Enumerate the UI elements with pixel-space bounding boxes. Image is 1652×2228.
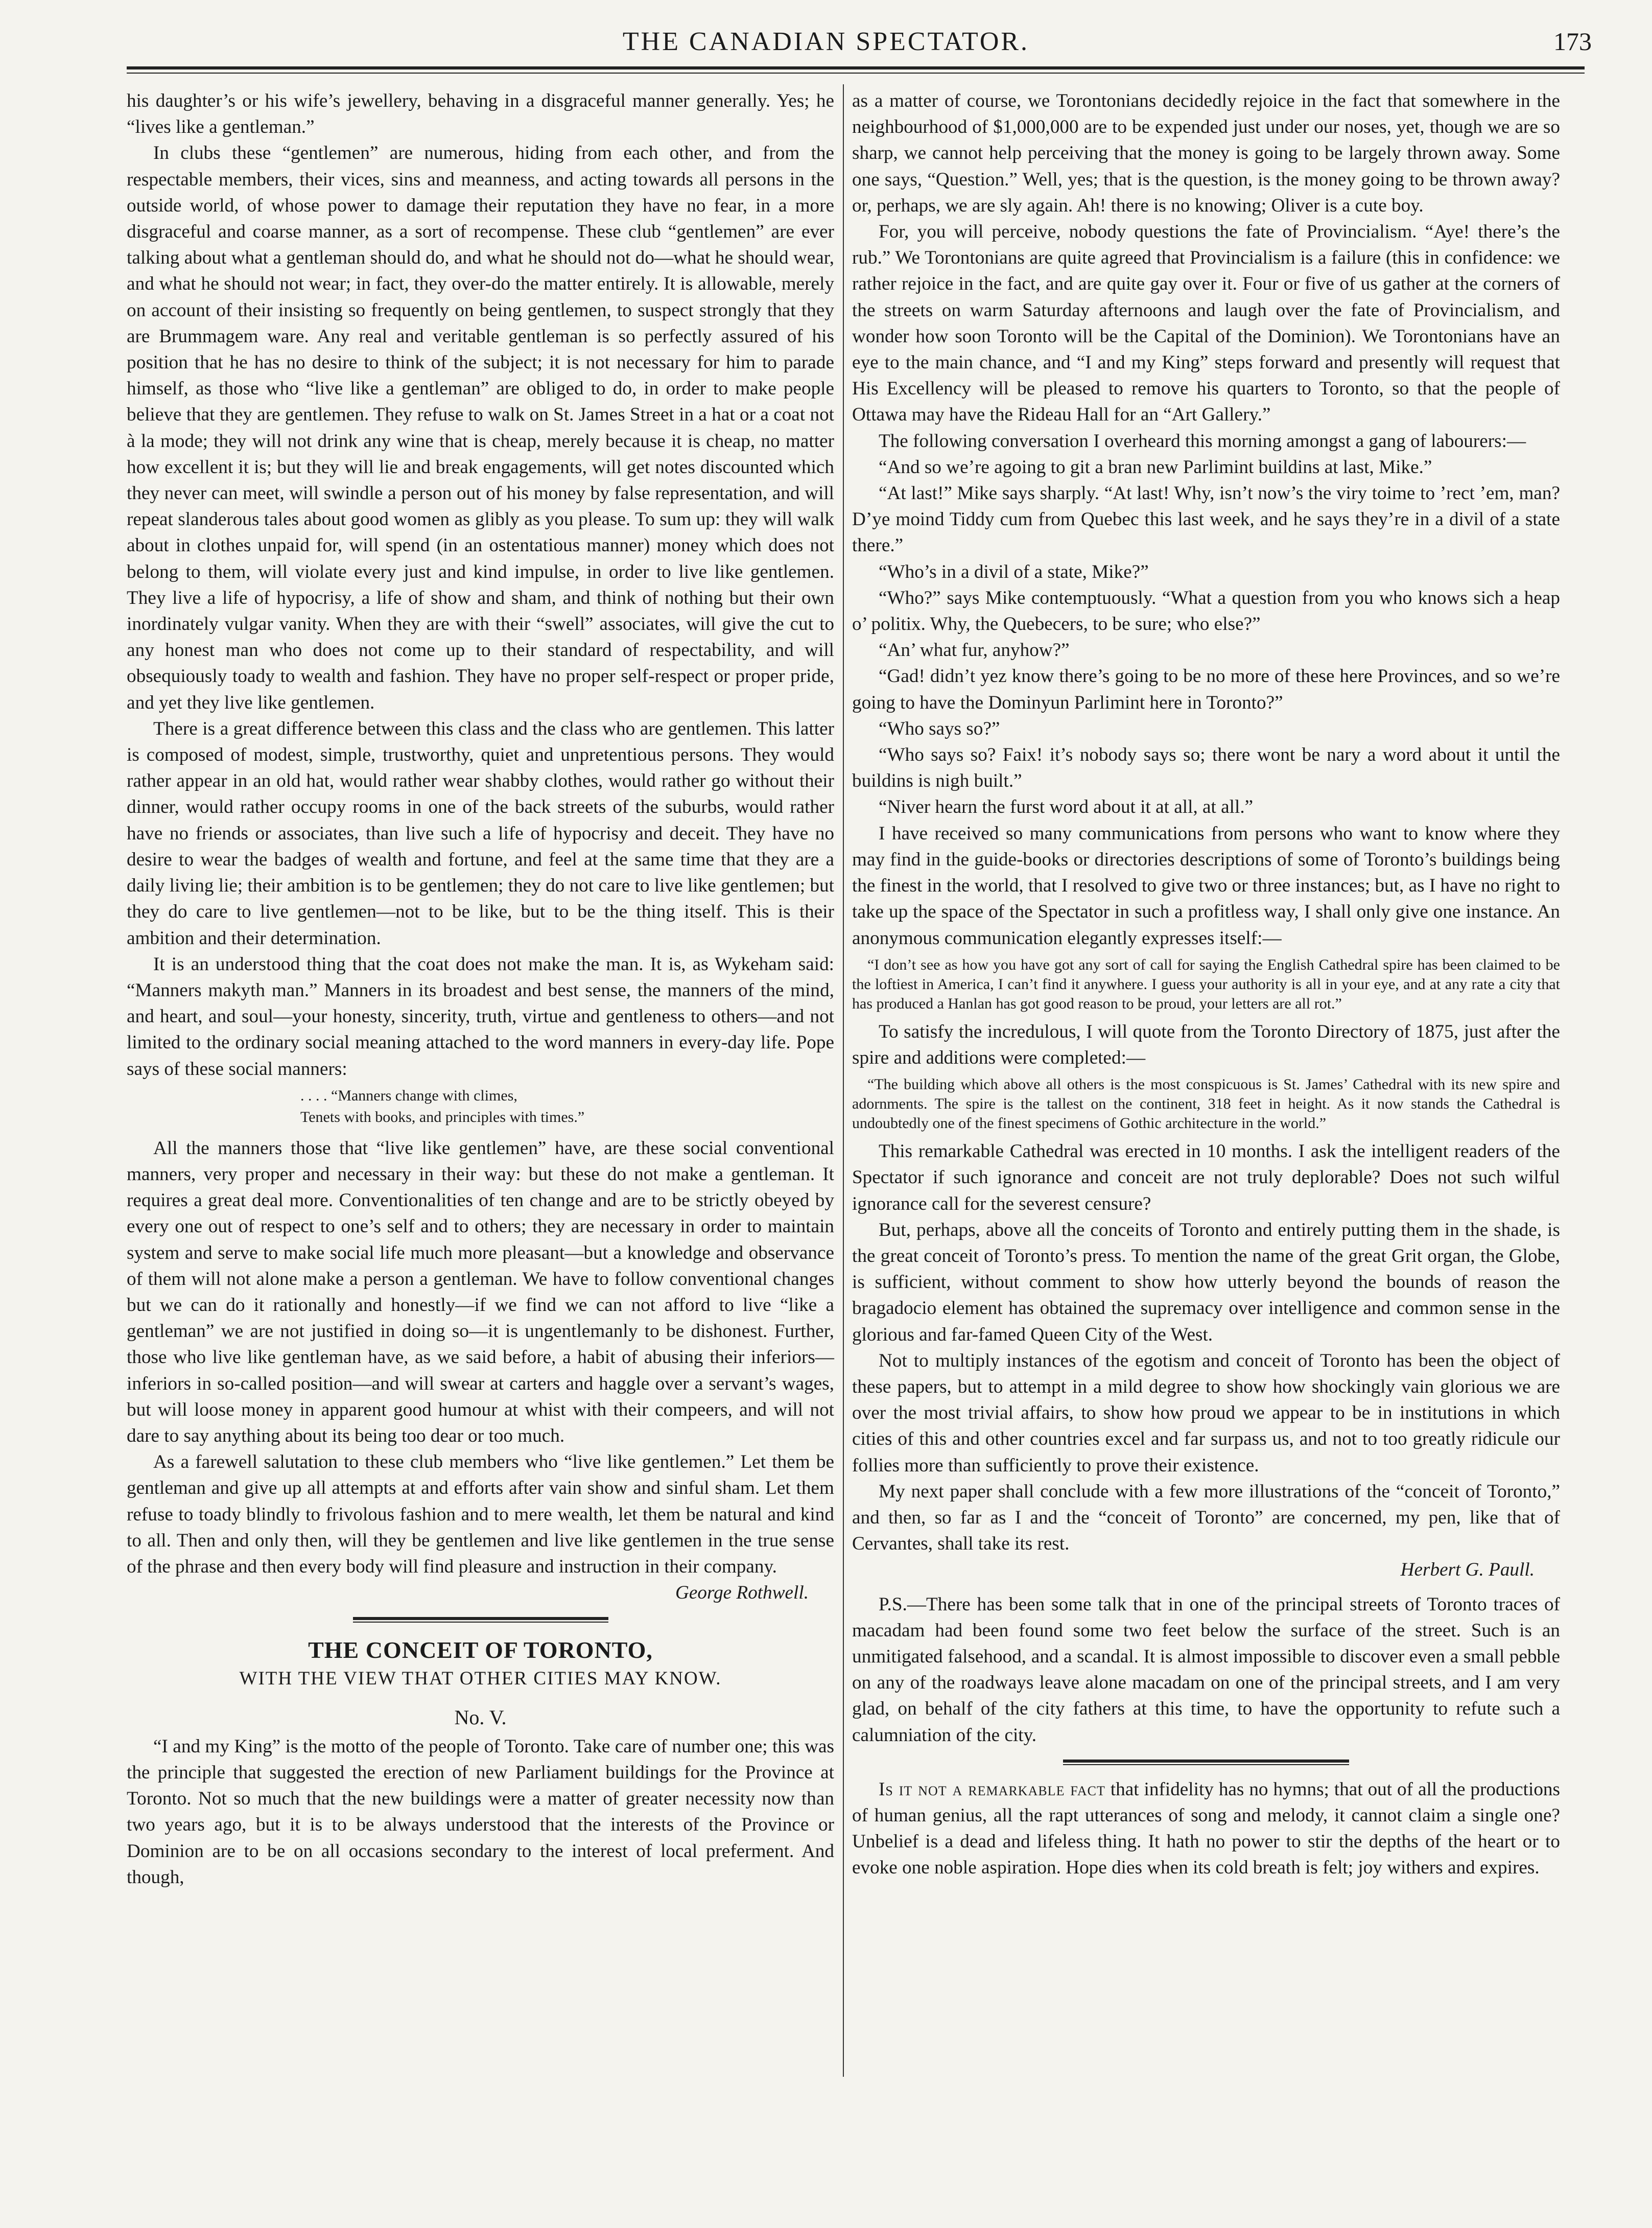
paragraph: “I and my King” is the motto of the people of Toronto. Take care of number one; this was the principle that suggested the erection of new Parliament buildings for the Province at Toronto. Not so much that the new buildings were a matter of greater necessity now than two years ago, but it is to be always understood that the interests of the Province or Dominion are to be on all occasions secondary to the interest of local preferment. And though,: [127, 1736, 834, 1888]
paragraph-body: that infidelity has no hymns; that out of all the productions of human genius, all the rapt utterances of song and melody, it cannot claim a single one? Unbelief is a dead and lifeless thing. It hath no power to stir the depths of the heart or to evoke one noble aspiration. Hope dies when its cold breath is felt; joy withers and expires.: [852, 1778, 1561, 1879]
dialogue-line: “Gad! didn’t yez know there’s going to be no more of these here Provinces, and so we’re going to have the Dominyun Parlimint here in Toronto?”: [852, 666, 1560, 713]
verse-line: Tenets with books, and principles with times.”: [300, 1108, 585, 1125]
left-column: [127, 88, 834, 1890]
article-title: THE CONCEIT OF TORONTO,: [308, 1637, 653, 1663]
paragraph: [852, 1776, 1560, 1881]
paragraph: This remarkable Cathedral was erected in 10 months. I ask the intelligent readers of the Spectator if such ignorance and conceit are not truly deplorable? Does not such wilful ignorance call for the severest censure?: [852, 1141, 1560, 1214]
dialogue-line: “Who’s in a divil of a state, Mike?”: [879, 561, 1149, 582]
dialogue-line: “An’ what fur, anyhow?”: [879, 640, 1070, 661]
paragraph: I have received so many communications from persons who want to know where they may find in the guide-books or directories descriptions of some of Toronto’s buildings being the finest in the world, that I resolved to give two or three instances; but, as I have no right to take up the space of the Spectator in such a profitless way, I shall only give one instance. An anonymous communication elegantly expresses itself:—: [852, 823, 1560, 949]
directory-quote: “The building which above all others is the most conspicuous is St. James’ Cathedral with its new spire and adornments. The spire is the tallest on the continent, 318 feet in height. As it now stands the Cathedral is undoubtedly one of the finest specimens of Gothic architecture in the world.”: [852, 1076, 1560, 1132]
dialogue-line: “At last!” Mike says sharply. “At last! Why, isn’t now’s the viry toime to ’rect ’em, man? D’ye moind Tiddy cum from Quebec this last week, and he says they’re in a divil of a state there.”: [852, 483, 1560, 556]
quoted-letter: “I don’t see as how you have got any sort of call for saying the English Cathedral spire has been claimed to be the loftiest in America, I can’t find it anywhere. I guess your authority is all in your eye, and at any rate a city that has produced a Hanlan has got good reason to be proud, your letters are all rot.”: [852, 956, 1560, 1012]
dialogue-line: “Who?” says Mike contemptuously. “What a question from you who knows sich a heap o’ politix. Why, the Quebecers, to be sure; who else?”: [852, 587, 1560, 635]
header-rule-thick: [127, 66, 1585, 69]
paragraph: My next paper shall conclude with a few more illustrations of the “conceit of Toronto,” and then, so far as I and the “conceit of Toronto” are concerned, my pen, like that of Cervantes, shall take its rest.: [852, 1481, 1560, 1555]
masthead-title: THE CANADIAN SPECTATOR.: [622, 27, 1030, 56]
dialogue-line: “Who says so?”: [879, 718, 1000, 739]
author-signature: Herbert G. Paull.: [1400, 1559, 1535, 1581]
column-divider: [843, 84, 844, 2077]
right-column: [852, 88, 1560, 1881]
paragraph: All the manners those that “live like gentlemen” have, are these social conventional manners, very proper and necessary in their way: but these do not make a gentleman. It requires a great deal more. Conventionalities of ten change and are to be strictly obeyed by every one out of respect to one’s self and to others; they are necessary in order to maintain system and serve to make social life much more pleasant—but a knowledge and observance of them will not alone make a person a gentleman. We have to follow conventional changes but we can do it rationally and honestly—if we find we can not afford to live “like a gentleman” we are not justified in doing so—it is ungentlemanly to be dishonest. Further, those who live like gentleman have, as we said before, a habit of abusing their inferiors—inferiors in so-called position—and will swear at carters and haggle over a servant’s wages, but will loose money in apparent good humour at whist with their compeers, and will not dare to say anything about its being too dear or too much.: [127, 1137, 834, 1446]
dialogue-line: “Niver hearn the furst word about it at all, at all.”: [879, 796, 1254, 818]
paragraph: Not to multiply instances of the egotism and conceit of Toronto has been the object of these papers, but to attempt in a mild degree to show how shockingly vain glorious we are over the most trivial affairs, to show how proud we appear to be in institutions in which cities of this and other countries excel and far surpass us, and not to too greatly ridicule our follies more than sufficiently to prove their existence.: [852, 1350, 1560, 1476]
paragraph: It is an understood thing that the coat does not make the man. It is, as Wykeham said: “Manners makyth man.” Manners in its broadest and best sense, the manners of the mind, and heart, and soul—your honesty, sincerity, truth, virtue and gentleness to others—and not limited to the ordinary social meaning attached to the word manners in every-day life. Pope says of these social manners:: [127, 953, 834, 1080]
postscript: P.S.—There has been some talk that in one of the principal streets of Toronto traces of macadam had been found some two feet below the surface of the street. Such is an unmitigated falsehood, and a scandal. It is almost impossible to discover even a small pebble on any of the roadways leave alone macadam on one of the principal streets, and I am very glad, on behalf of the city fathers at this time, to have the opportunity to refute such a calumniation of the city.: [852, 1593, 1560, 1746]
paragraph: his daughter’s or his wife’s jewellery, behaving in a disgraceful manner generally. Yes; he “lives like a gentleman.”: [127, 90, 834, 138]
paragraph: For, you will perceive, nobody questions the fate of Provincialism. “Aye! there’s the rub.” We Torontonians are quite agreed that Provincialism is a failure (this in confidence: we rather rejoice in the fact, and are quite gay over it. Four or five of us gather at the corners of the streets on warm Saturday afternoons and laugh over the fate of Provincialism, and wonder how soon Toronto will be the Capital of the Dominion). We Torontonians have an eye to the main chance, and “I and my King” steps forward and presently will request that His Excellency will be pleased to remove his quarters to Toronto, so that the people of Ottawa may have the Rideau Hall for an “Art Gallery.”: [852, 221, 1560, 426]
verse-quote: [127, 1085, 834, 1128]
page-number: 173: [1553, 27, 1592, 56]
dialogue-line: “And so we’re agoing to git a bran new Parlimint buildins at last, Mike.”: [879, 456, 1432, 478]
section-separator: [1063, 1760, 1349, 1765]
verse-line: . . . . “Manners change with climes,: [300, 1087, 517, 1104]
paragraph: To satisfy the incredulous, I will quote from the Toronto Directory of 1875, just after the spire and additions were completed:—: [852, 1021, 1560, 1068]
paragraph: As a farewell salutation to these club members who “live like gentlemen.” Let them be gentleman and give up all attempts at and efforts after vain show and sinful sham. Let them refuse to toady blindly to frivolous fashion and to mere wealth, let them be natural and kind to all. Then and only then, will they be gentlemen and live like gentlemen in the true sense of the phrase and then every body will find pleasure and instruction in their company.: [127, 1451, 834, 1577]
paragraph: The following conversation I overheard this morning amongst a gang of labourers:—: [879, 430, 1526, 452]
paragraph: as a matter of course, we Torontonians decidedly rejoice in the fact that somewhere in the neighbourhood of $1,000,000 are to be expended just under our noses, yet, though we are so sharp, we cannot help perceiving that the money is going to be largely thrown away. Some one says, “Question.” Well, yes; that is the question, is the money going to be thrown away? or, perhaps, we are sly again. Ah! there is no knowing; Oliver is a cute boy.: [852, 90, 1560, 216]
section-separator: [353, 1617, 608, 1623]
paragraph: In clubs these “gentlemen” are numerous, hiding from each other, and from the respectable members, their vices, sins and meanness, and acting towards all persons in the outside world, of whose power to damage their reputation they have no fear, in a more disgraceful and coarse manner, as a sort of recompense. These club “gentlemen” are ever talking about what a gentleman should do, and what he should not do—what he should wear, and what he should not wear; in fact, they over-do the matter entirely. It is allowable, merely on account of their insisting so frequently on being gentlemen, to suspect strongly that they are Brummagem ware. Any real and veritable gentleman is so perfectly assured of his position that he has no desire to think of the subject; it is not necessary for him to parade himself, as those who “live like a gentleman” are obliged to do, in order to make people believe that they are gentlemen. They refuse to walk on St. James Street in a hat or a coat not à la mode; they will not drink any wine that is cheap, merely because it is cheap, no matter how excellent it is; but they will lie and break engagements, will get notes discounted which they never can meet, will swindle a person out of his money by false representation, and will repeat slanderous tales about good women as glibly as you please. To sum up: they will walk about in clothes unpaid for, will spend (in an ostentatious manner) money which does not belong to them, will violate every just and kind impulse, in order to live like gentlemen. They live a life of hypocrisy, a life of show and sham, and think of nothing but their own inordinately vulgar vanity. When they are with their “swell” associates, will give the cut to any honest man who does not come up to their standard of respectability, and will obsequiously toady to wealth and fashion. They have no proper self-respect or proper pride, and yet they live like gentlemen.: [127, 143, 834, 713]
author-signature: George Rothwell.: [675, 1582, 809, 1604]
paragraph: There is a great difference between this class and the class who are gentlemen. This latter is composed of modest, simple, trustworthy, quiet and unpretentious persons. They would rather appear in an old hat, would rather wear shabby clothes, would rather go without their dinner, would rather occupy rooms in one of the back streets of the suburbs, would rather have no friends or associates, than live such a life of hypocrisy and deceit. They have no desire to wear the badges of wealth and fortune, and feel at the same time that they are a daily living lie; their ambition is to be gentlemen; they do not care to live like gentlemen; but they do care to live gentlemen—not to be like, but to be the thing itself. This is their ambition and their determination.: [127, 718, 834, 949]
paragraph: But, perhaps, above all the conceits of Toronto and entirely putting them in the shade, is the great conceit of Toronto’s press. To mention the name of the great Grit organ, the Globe, is sufficient, without comment to show how utterly beyond the bounds of reason the bragadocio element has obtained the supremacy over intelligence and common sense in the glorious and far-famed Queen City of the West.: [852, 1219, 1560, 1345]
dialogue-line: “Who says so? Faix! it’s nobody says so; there wont be nary a word about it until the buildins is nigh built.”: [852, 744, 1560, 792]
header-rule-thin: [127, 73, 1585, 74]
lead-in: Is it not a remarkable fact: [879, 1778, 1105, 1800]
article-subtitle: WITH THE VIEW THAT OTHER CITIES MAY KNOW.: [239, 1668, 722, 1690]
article-number: No. V.: [454, 1705, 507, 1729]
